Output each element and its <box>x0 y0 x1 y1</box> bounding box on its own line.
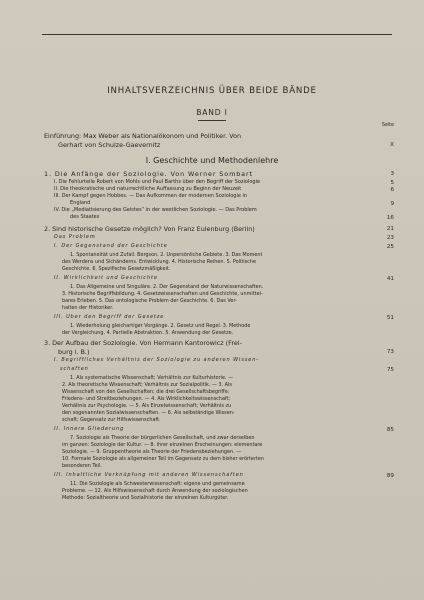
top-rule <box>42 34 392 35</box>
toc-line: 2. Sind historische Gesetze möglich? Von Franz Eulenburg (Berlin) <box>44 225 255 233</box>
toc-line: Soziologie. — 9. Gruppentheorie als Theorie der Friedensbeziehungen. — <box>62 449 242 455</box>
toc-page-number: 3 <box>390 171 394 177</box>
introduction-line-2: Gerhart von Schulze-Gaevernitz <box>58 141 161 149</box>
toc-line: 1. Spontaneität und Zufall. Bergson. 2. Unpersönliche Gebiete. 3. Das Moment <box>70 252 263 258</box>
section-title: I. Geschichte und Methodenlehre <box>145 156 279 165</box>
toc-line: Geschichte. 6. Spezifische Gesetzmäßigkeit. <box>62 266 171 272</box>
page-title: INHALTSVERZEICHNIS ÜBER BEIDE BÄNDE <box>107 86 317 96</box>
toc-line: 11. Die Soziologie als Schwesterwissenschaft: eigene und gemeinsame <box>70 481 245 487</box>
toc-line: im ganzen: Soziologie der Kultur. — 8. ihrer einzelnen Erscheinungen: elementare <box>62 442 263 448</box>
toc-line: halten der Historiker. <box>62 305 114 311</box>
toc-line: 1. Die Anfänge der Soziologie. Von Werner Sombart <box>44 170 253 178</box>
toc-line: I. Begriffliches Verhältnis der Soziologie zu anderen Wissen- <box>54 357 259 363</box>
toc-line: des Staates <box>70 214 100 220</box>
toc-line: Methode: Sozialtheorie und Sozialhistorie der einzelnen Kulturgüter. <box>62 495 229 501</box>
volume-underline <box>198 120 226 121</box>
toc-line: III. Der Kampf gegen Hobbes. — Das Aufkommen der modernen Soziologie in <box>54 193 248 199</box>
toc-page-number: 23 <box>386 235 394 241</box>
toc-page-number: 89 <box>386 473 394 479</box>
toc-line: bares Erleben. 5. Das ontologische Problem der Geschichte. 6. Das Ver- <box>62 298 237 304</box>
volume-heading: BAND I <box>196 108 228 117</box>
toc-line: England <box>70 200 91 206</box>
toc-line: 1. Wiederholung gleichartiger Vorgänge. 2. Gesetz und Regel. 3. Methode <box>70 323 251 329</box>
toc-line: 1. Als systematische Wissenschaft; Verhältnis zur Kulturhistorie. — <box>70 375 233 381</box>
toc-line: III. Inhaltliche Verknüpfung mit anderen Wissenschaften <box>54 472 244 478</box>
toc-page-number: 51 <box>386 315 394 321</box>
toc-page-number: 21 <box>386 226 394 232</box>
introduction-page: X <box>390 142 394 148</box>
toc-page-number: 41 <box>386 276 394 282</box>
toc-line: 3. Historische Begriffsbildung. 4. Gesetzwissenschaften und Geschichte, unmittel- <box>62 291 263 297</box>
toc-page-number: 9 <box>390 201 394 207</box>
toc-line: schaften <box>60 366 89 372</box>
toc-page-number: 25 <box>386 244 394 250</box>
toc-line: II. Innere Gliederung <box>54 426 125 432</box>
toc-line: 7. Soziologie als Theorie der bürgerlichen Gesellschaft, und zwar derselben <box>70 435 255 441</box>
toc-line: Friedens- und Streitbeziehungen. — 4. Als Wirklichkeitswissenschaft; <box>62 396 231 402</box>
page-column-heading: Seite <box>381 123 394 128</box>
toc-page-number: 73 <box>386 349 394 355</box>
toc-line: 10. Formale Soziologie als allgemeiner Teil im Gegensatz zu dem bisher erörterten <box>62 456 264 462</box>
toc-line: I. Die Fehlurteile Robert von Mohls und Paul Barths über den Begriff der Soziologie <box>54 179 261 185</box>
toc-line: des Werdens und Sichänderns. Entwicklung. 4. Historische Reihen. 5. Politische <box>62 259 256 265</box>
toc-line: Wissenschaft von den Gesellschaften; die drei Gesellschaftsbegriffe: <box>62 389 230 395</box>
toc-line: den sogenannten Sozialwissenschaften. — 6. Als selbständige Wissen- <box>62 410 235 416</box>
toc-line: 3. Der Aufbau der Soziologie. Von Hermann Kantorowicz (Frei- <box>44 339 242 347</box>
toc-page-number: 6 <box>390 187 394 193</box>
toc-line: II. Wirklichkeit und Geschichte <box>54 275 158 281</box>
toc-line: I. Der Gegenstand der Geschichte <box>54 243 168 249</box>
toc-page-number: 75 <box>386 367 394 373</box>
toc-page-number: 16 <box>386 215 394 221</box>
toc-line: besonderen Teil. <box>62 463 102 469</box>
toc-line: IV. Die „Mediatisierung des Geistes“ in der westlichen Soziologie. — Das Problem <box>54 207 257 213</box>
toc-line: 2. Als theoretische Wissenschaft; Verhältnis zur Sozialpolitik. — 3. Als <box>62 382 232 388</box>
toc-line: Probleme. — 12. Als Hilfswissenschaft durch Anwendung der soziologischen <box>62 488 248 494</box>
introduction-line-1: Einführung: Max Weber als Nationalökonom und Politiker. Von <box>44 132 242 140</box>
toc-line: III. Über den Begriff der Gesetze <box>54 314 165 320</box>
toc-line: 1. Das Allgemeine und Singuläre. 2. Der Gegenstand der Naturwissenschaften. <box>70 284 264 290</box>
toc-line: schaft; Gegensatz zur Hilfswissenschaft. <box>62 417 161 423</box>
toc-line: der Vergleichung. 4. Partielle Abstraktion. 5. Anwendung der Gesetze. <box>62 330 234 336</box>
toc-line: II. Die theokratische und naturrechtliche Auffassung zu Beginn der Neuzeit <box>54 186 242 192</box>
toc-line: Verhältnis zur Psychologie. — 5. Als Einzelwissenschaft; Verhältnis zu <box>62 403 232 409</box>
toc-page-number: 5 <box>390 180 394 186</box>
toc-line: Das Problem <box>54 234 96 240</box>
toc-page-number: 85 <box>386 427 394 433</box>
toc-line: burg i. B.) <box>58 348 90 356</box>
